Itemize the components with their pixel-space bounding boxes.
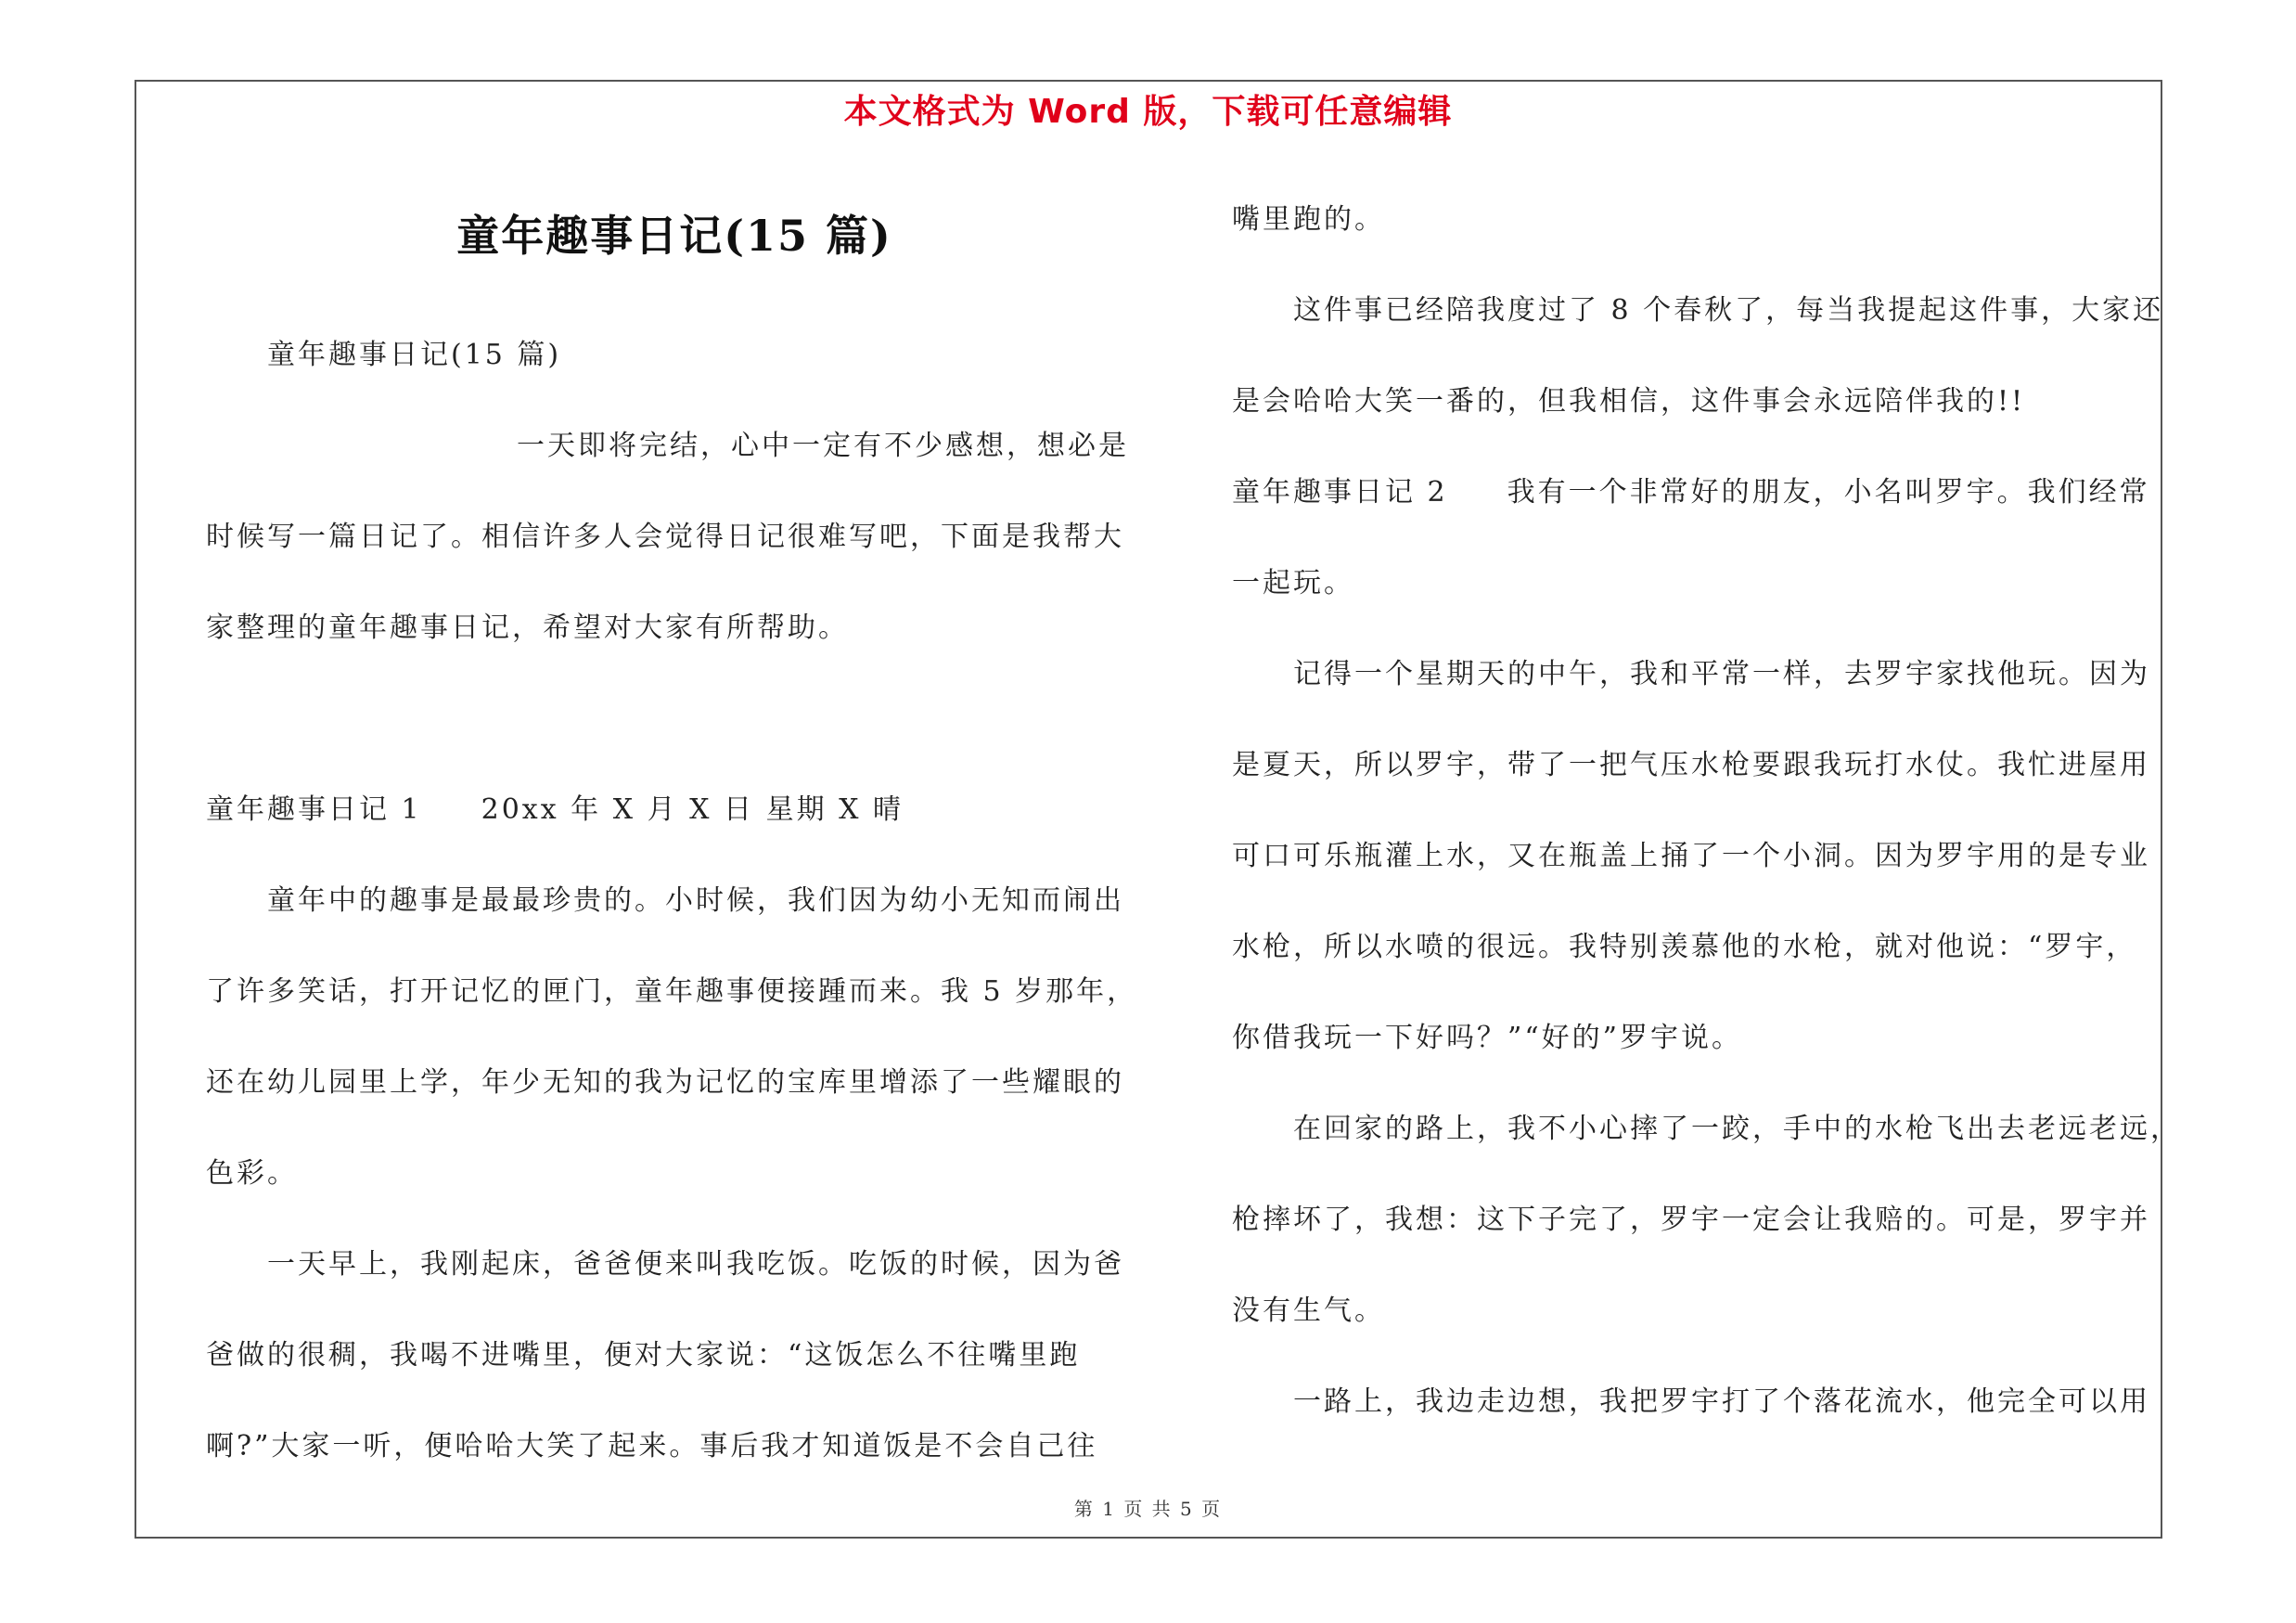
- format-banner: 本文格式为 Word 版，下载可任意编辑: [843, 93, 1453, 131]
- paragraph-line: 可口可乐瓶灌上水，又在瓶盖上捅了一个小洞。因为罗宇用的是专业: [1232, 840, 2150, 872]
- paragraph-line: 你借我玩一下好吗？”“好的”罗宇说。: [1232, 1022, 1743, 1054]
- paragraph-line: 水枪，所以水喷的很远。我特别羡慕他的水枪，就对他说：“罗宇，: [1232, 931, 2137, 963]
- paragraph-line: 一起玩。: [1232, 567, 1354, 599]
- entry-date: 20xx 年 X 月 X 日 星期 X 晴: [481, 793, 904, 826]
- paragraph-line: 嘴里跑的。: [1232, 203, 1385, 236]
- paragraph-line: 是夏天，所以罗宇，带了一把气压水枪要跟我玩打水仗。我忙进屋用: [1232, 749, 2150, 781]
- paragraph-line: 没有生气。: [1232, 1295, 1385, 1327]
- entry-heading-1: [206, 765, 904, 856]
- paragraph-line: 啊?”大家一听，便哈哈大笑了起来。事后我才知道饭是不会自己往: [206, 1430, 1098, 1462]
- paragraph-line: 枪摔坏了，我想：这下子完了，罗宇一定会让我赔的。可是，罗宇并: [1232, 1204, 2150, 1236]
- paragraph-line: 一天即将完结，心中一定有不少感想，想必是: [517, 430, 1129, 462]
- paragraph-line: 童年中的趣事是最最珍贵的。小时候，我们因为幼小无知而闹出: [267, 884, 1124, 917]
- paragraph-line: 在回家的路上，我不小心摔了一跤，手中的水枪飞出去老远老远，: [1293, 1113, 2181, 1145]
- paragraph-line: 家整理的童年趣事日记，希望对大家有所帮助。: [206, 612, 849, 644]
- paragraph-line: 了许多笑话，打开记忆的匣门，童年趣事便接踵而来。我 5 岁那年，: [206, 975, 1138, 1008]
- paragraph-line: 一天早上，我刚起床，爸爸便来叫我吃饭。吃饭的时候，因为爸: [267, 1248, 1124, 1281]
- paragraph-line: 爸做的很稠，我喝不进嘴里，便对大家说：“这饭怎么不往嘴里跑: [206, 1339, 1081, 1372]
- paragraph-line: 还在幼儿园里上学，年少无知的我为记忆的宝库里增添了一些耀眼的: [206, 1066, 1124, 1099]
- paragraph-line: 色彩。: [206, 1157, 298, 1190]
- page-number-footer: 第 1 页 共 5 页: [1073, 1498, 1223, 1520]
- entry-title: 童年趣事日记 1: [206, 793, 422, 826]
- paragraph-line: 一路上，我边走边想，我把罗宇打了个落花流水，他完全可以用: [1293, 1385, 2150, 1418]
- document-title: 童年趣事日记(15 篇): [456, 211, 892, 261]
- paragraph-subtitle: 童年趣事日记(15 篇): [267, 339, 562, 371]
- entry-intro: 我有一个非常好的朋友，小名叫罗宇。我们经常: [1507, 476, 2150, 509]
- entry-heading-2: [1232, 447, 2150, 538]
- paragraph-line: 记得一个星期天的中午，我和平常一样，去罗宇家找他玩。因为: [1293, 658, 2150, 690]
- paragraph-line: 是会哈哈大笑一番的，但我相信，这件事会永远陪伴我的!!: [1232, 385, 2026, 418]
- entry-title: 童年趣事日记 2: [1232, 476, 1448, 509]
- paragraph-line: 时候写一篇日记了。相信许多人会觉得日记很难写吧，下面是我帮大: [206, 521, 1124, 553]
- paragraph-line: 这件事已经陪我度过了 8 个春秋了，每当我提起这件事，大家还: [1293, 294, 2164, 327]
